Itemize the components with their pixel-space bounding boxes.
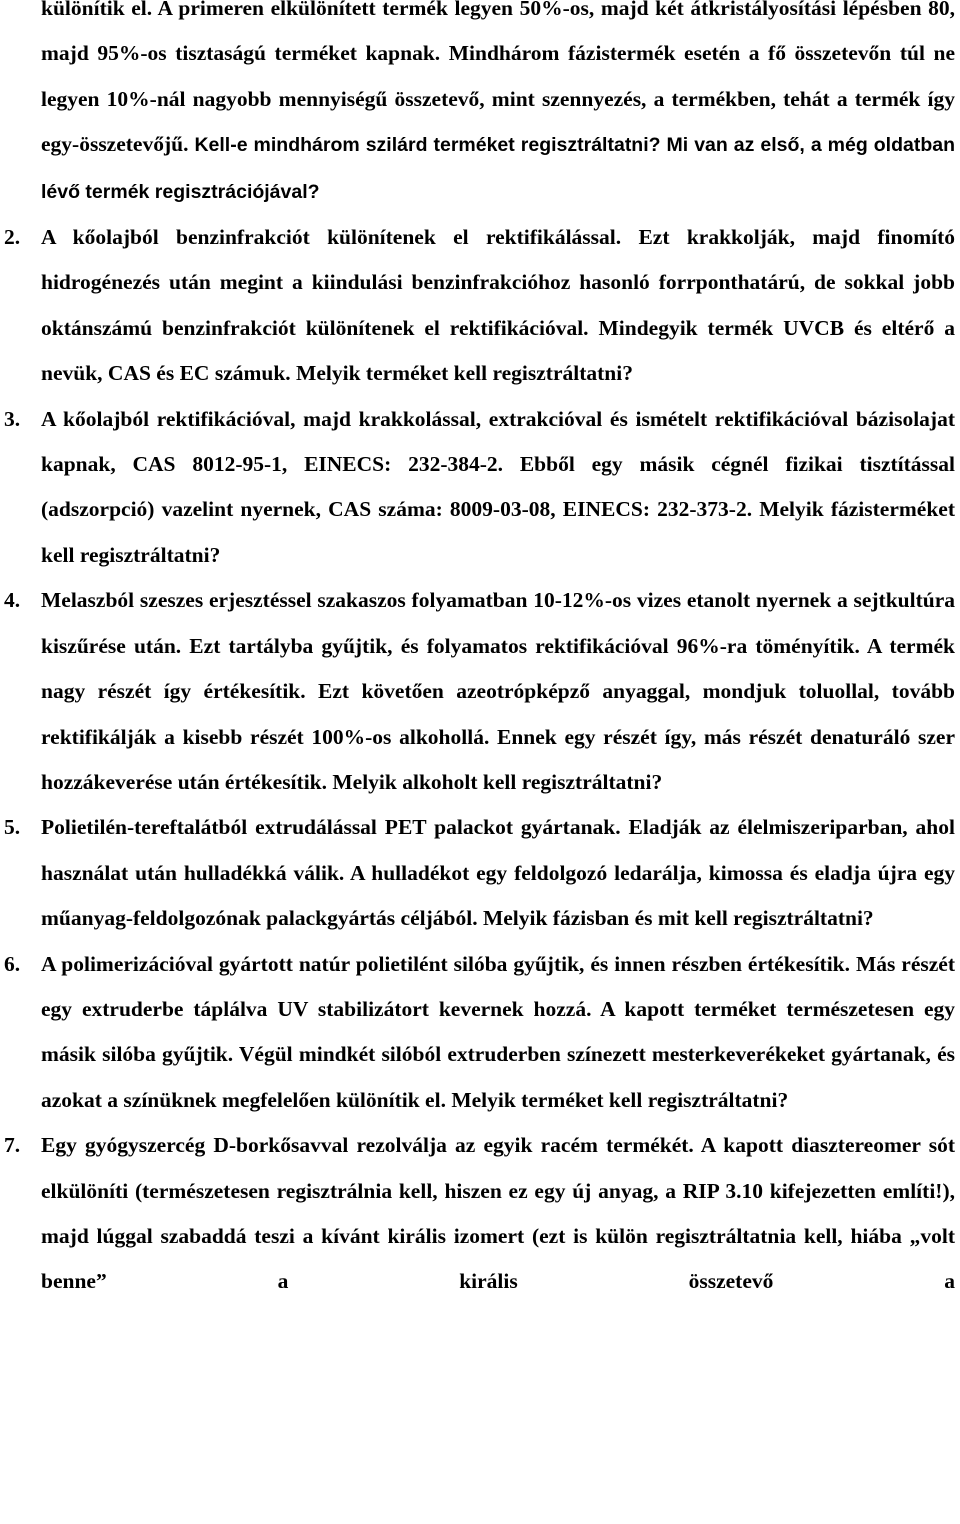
list-item-text: Egy gyógyszercég D-borkősavval rezolválja az egyik racém termékét. A kapott diasztereomer sót elkülöníti (természetesen regisztrálnia kell, hiszen ez egy új anyag, a RIP 3.10 kifejezetten említi!), majd lúggal szabaddá teszi a kívánt királis izomert (ezt is külön regisztráltatnia kell, hiába „volt benne” a királis összetevő a — [41, 1133, 955, 1294]
list-item — [0, 805, 960, 941]
list-item — [0, 215, 960, 397]
list-item — [0, 1123, 960, 1305]
list-item-number: 7. — [4, 1133, 21, 1158]
intro-question: Kell-e mindhárom szilárd terméket regisztráltatni? Mi van az első, a még oldatban lévő termék regisztrációjával? — [41, 134, 956, 203]
list-item-number: 2. — [4, 225, 21, 250]
list-item-text: Melaszból szeszes erjesztéssel szakaszos folyamatban 10-12%-os vizes etanolt nyernek a sejtkultúra kiszűrése után. Ezt tartályba gyűjtik, és folyamatos rektifikációval 96%-ra töményítik. A termék nagy részét így értékesítik. Ezt követően azeotrópképző anyaggal, mondjuk toluollal, tovább rektifikálják a kisebb részét 100%-os alkohollá. Ennek egy részét így, más részét denaturáló szer hozzákeverése után értékesítik. Melyik alkoholt kell regisztráltatni? — [41, 588, 955, 794]
list-item — [0, 578, 960, 805]
list-item-text: A polimerizációval gyártott natúr polietilént silóba gyűjtik, és innen részben értékesítik. Más részét egy extruderbe táplálva UV stabilizátort kevernek hozzá. A kapott terméket természetesen egy másik silóba gyűjtik. Végül mindkét silóból extruderben színezett mesterkeverékeket gyártanak, és azokat a színüknek megfelelően különítik el. Melyik terméket kell regisztráltatni? — [41, 951, 955, 1112]
intro-continued-text: különítik el. A primeren elkülönített termék legyen 50%-os, majd két átkristályosítási lépésben 80, majd 95%-os tisztaságú terméket kapnak. Mindhárom fázistermék esetén a fő összetevőn túl ne legyen 10%-nál nagyobb mennyiségű összetevő, mint szennyezés, a termékben, tehát a termék így egy-összetevőjű. — [41, 0, 955, 157]
list-item-number: 4. — [4, 588, 21, 613]
list-item-number: 3. — [4, 406, 21, 431]
list-item — [0, 942, 960, 1124]
list-item-text: A kőolajból benzinfrakciót különítenek el rektifikálással. Ezt krakkolják, majd finomító hidrogénezés után megint a kiindulási benzinfrakcióhoz hasonló forrponthatárú, de sokkal jobb oktánszámú benzinfrakciót különítenek el rektifikációval. Mindegyik termék UVCB és eltérő a nevük, CAS és EC számuk. Melyik terméket kell regisztráltatni? — [41, 225, 955, 386]
list-item-text: Polietilén-tereftalátból extrudálással PET palackot gyártanak. Eladják az élelmiszeriparban, ahol használat után hulladékká válik. A hulladékot egy feldolgozó ledarálja, kimossa és eladja újra egy műanyag-feldolgozónak palackgyártás céljából. Melyik fázisban és mit kell regisztráltatni? — [41, 815, 955, 931]
list-item — [0, 397, 960, 579]
list-item-number: 6. — [4, 951, 21, 976]
intro-paragraph — [0, 0, 960, 215]
list-item-number: 5. — [4, 815, 21, 840]
list-item-text: A kőolajból rektifikációval, majd krakkolással, extrakcióval és ismételt rektifikációval bázisolajat kapnak, CAS 8012-95-1, EINECS: 232-384-2. Ebből egy másik cégnél fizikai tisztítással (adszorpció) vazelint nyernek, CAS száma: 8009-03-08, EINECS: 232-373-2. Melyik fázisterméket kell regisztráltatni? — [41, 406, 955, 567]
